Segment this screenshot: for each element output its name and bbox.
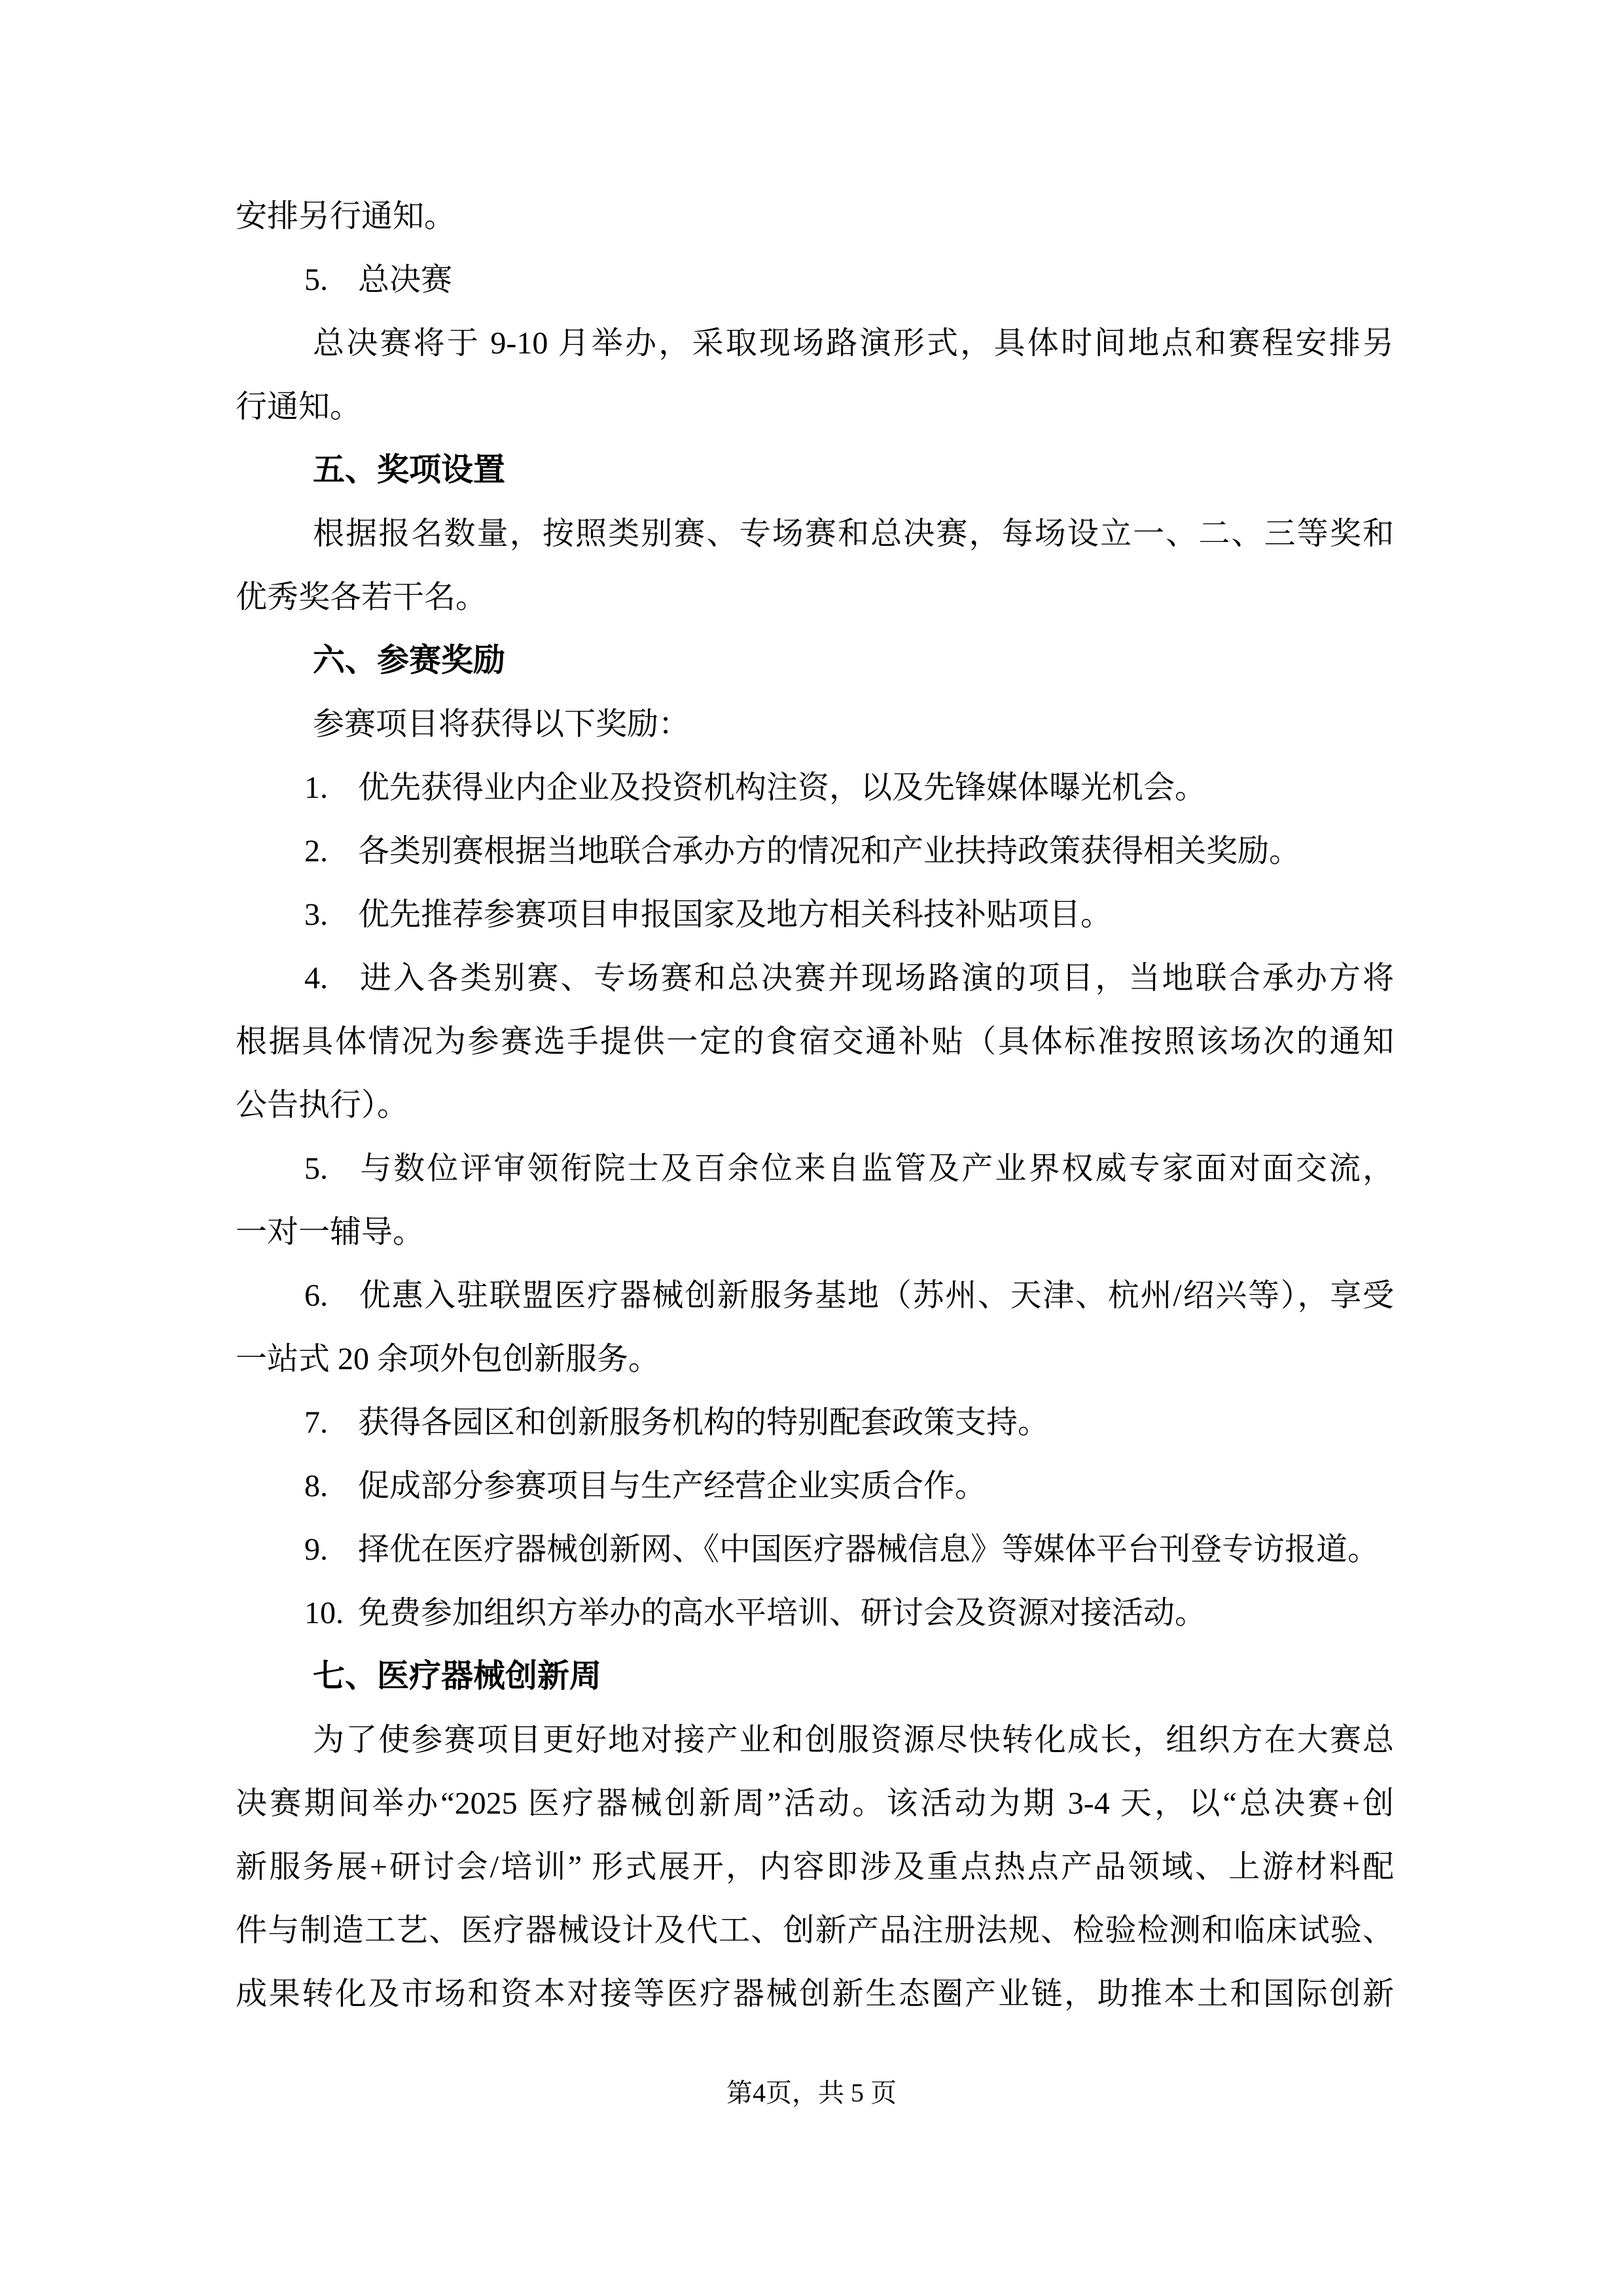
list-item-text: 优先推荐参赛项目申报国家及地方相关科技补贴项目。	[358, 897, 1113, 932]
section-heading-innovation-week: 七、医疗器械创新周	[313, 1659, 602, 1694]
list-item-final-round	[236, 248, 1394, 312]
list-item-number: 7.	[304, 1405, 328, 1440]
paragraph-continuation: 行通知。	[236, 389, 362, 424]
paragraph-line: 参赛项目将获得以下奖励：	[313, 707, 690, 742]
list-item-text: 总决赛	[358, 262, 453, 297]
list-item-text: 优先获得业内企业及投资机构注资，以及先锋媒体曝光机会。	[358, 770, 1207, 805]
list-item-number: 3.	[304, 897, 328, 932]
section-heading-rewards: 六、参赛奖励	[313, 643, 506, 678]
list-item-text: 进入各类别赛、专场赛和总决赛并现场路演的项目，当地联合承办方将	[358, 961, 1394, 996]
list-item-text: 免费参加组织方举办的高水平培训、研讨会及资源对接活动。	[358, 1596, 1207, 1630]
list-item-text: 择优在医疗器械创新网、《中国医疗器械信息》等媒体平台刊登专访报道。	[358, 1532, 1380, 1567]
list-item-number: 5.	[304, 262, 328, 297]
paragraph-continuation: 件与制造工艺、医疗器械设计及代工、创新产品注册法规、检验检测和临床试验、	[236, 1913, 1394, 1948]
list-item-text: 优惠入驻联盟医疗器械创新服务基地（苏州、天津、杭州/绍兴等），享受	[358, 1278, 1394, 1313]
list-item-6	[236, 1264, 1394, 1327]
list-item-number: 1.	[304, 770, 328, 805]
paragraph-continuation: 公告执行）。	[236, 1088, 409, 1122]
list-item-number: 9.	[304, 1532, 328, 1567]
document-body	[236, 185, 1394, 2026]
paragraph-continuation: 优秀奖各若干名。	[236, 580, 488, 615]
list-item-7	[236, 1391, 1394, 1454]
list-item-text: 获得各园区和创新服务机构的特别配套政策支持。	[358, 1405, 1050, 1440]
list-item-3	[236, 883, 1394, 946]
list-item-2	[236, 819, 1394, 883]
paragraph-continuation: 决赛期间举办“2025 医疗器械创新周”活动。该活动为期 3-4 天，以“总决赛+创	[236, 1786, 1394, 1821]
list-item-text: 促成部分参赛项目与生产经营企业实质合作。	[358, 1469, 987, 1503]
list-item-number: 2.	[304, 834, 328, 869]
section-heading-awards: 五、奖项设置	[313, 452, 506, 488]
paragraph-continuation: 成果转化及市场和资本对接等医疗器械创新生态圈产业链，助推本土和国际创新	[236, 1977, 1394, 2011]
list-item-8	[236, 1454, 1394, 1518]
list-item-text: 各类别赛根据当地联合承办方的情况和产业扶持政策获得相关奖励。	[358, 834, 1301, 869]
paragraph-continuation: 根据具体情况为参赛选手提供一定的食宿交通补贴（具体标准按照该场次的通知	[236, 1024, 1394, 1059]
paragraph-line: 根据报名数量，按照类别赛、专场赛和总决赛，每场设立一、二、三等奖和	[313, 516, 1394, 551]
paragraph-continuation: 新服务展+研讨会/培训” 形式展开，内容即涉及重点热点产品领域、上游材料配	[236, 1850, 1394, 1884]
list-item-number: 6.	[304, 1278, 328, 1313]
page-footer: 第4页，共 5 页	[726, 2078, 897, 2108]
list-item-number: 4.	[304, 961, 328, 996]
list-item-number: 8.	[304, 1469, 328, 1503]
list-item-1	[236, 756, 1394, 819]
list-item-text: 与数位评审领衔院士及百余位来自监管及产业界权威专家面对面交流，	[358, 1151, 1394, 1186]
list-item-5	[236, 1137, 1394, 1200]
paragraph-continuation: 安排另行通知。	[236, 199, 456, 234]
paragraph-line: 总决赛将于 9-10 月举办，采取现场路演形式，具体时间地点和赛程安排另	[313, 326, 1394, 361]
paragraph-continuation: 一对一辅导。	[236, 1215, 425, 1249]
paragraph-continuation: 一站式 20 余项外包创新服务。	[236, 1342, 660, 1376]
paragraph-line: 为了使参赛项目更好地对接产业和创服资源尽快转化成长，组织方在大赛总	[313, 1723, 1394, 1757]
list-item-4	[236, 946, 1394, 1010]
list-item-number: 10.	[304, 1596, 344, 1630]
list-item-number: 5.	[304, 1151, 328, 1186]
list-item-10	[236, 1581, 1394, 1645]
list-item-9	[236, 1518, 1394, 1581]
